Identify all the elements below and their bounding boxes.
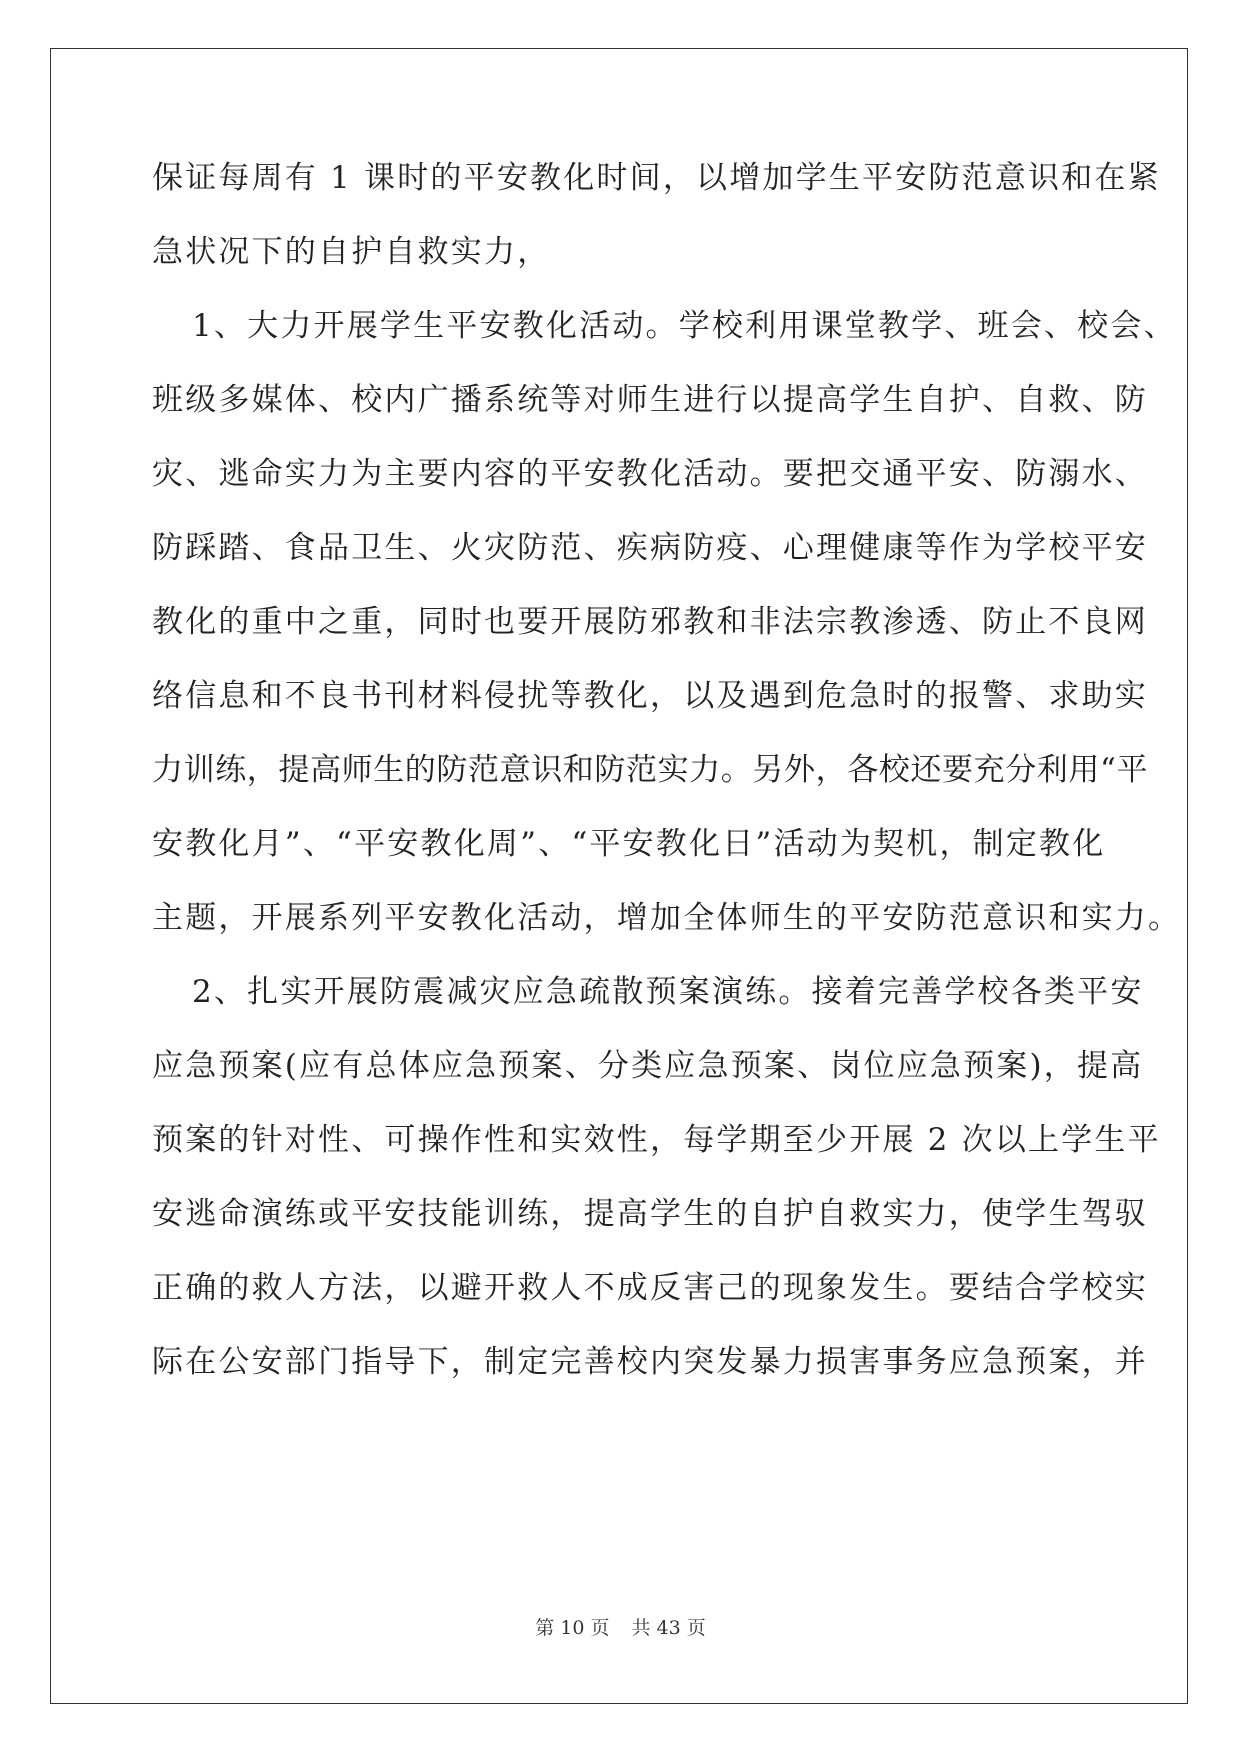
text-line-5: 灾、逃命实力为主要内容的平安教化活动。要把交通平安、防溺水、 (152, 456, 1148, 492)
page-footer (0, 1613, 1241, 1640)
page-number-current: 第 10 页 (535, 1617, 610, 1639)
text-line-17: 际在公安部门指导下，制定完善校内突发暴力损害事务应急预案，并 (152, 1344, 1148, 1380)
paragraph-2-start: 2、扎实开展防震减灾应急疏散预案演练。接着完善学校各类平安 (192, 974, 1144, 1010)
text-line-14: 预案的针对性、可操作性和实效性，每学期至少开展 2 次以上学生平 (152, 1122, 1161, 1158)
text-line-8: 络信息和不良书刊材料侵扰等教化，以及遇到危急时的报警、求助实 (152, 678, 1148, 714)
text-line-1: 保证每周有 1 课时的平安教化时间，以增加学生平安防范意识和在紧 (152, 160, 1161, 196)
text-line-2: 急状况下的自护自救实力， (152, 234, 551, 270)
text-line-7: 教化的重中之重，同时也要开展防邪教和非法宗教渗透、防止不良网 (152, 604, 1148, 640)
paragraph-1-start: 1、大力开展学生平安教化活动。学校利用课堂教学、班会、校会、 (192, 308, 1177, 344)
page-border (50, 48, 1188, 1704)
text-line-15: 安逃命演练或平安技能训练，提高学生的自护自救实力，使学生驾驭 (152, 1196, 1148, 1232)
text-line-6: 防踩踏、食品卫生、火灾防范、疾病防疫、心理健康等作为学校平安 (152, 530, 1148, 566)
text-line-13: 应急预案(应有总体应急预案、分类应急预案、岗位应急预案)，提高 (152, 1048, 1144, 1084)
page-number-total: 共 43 页 (631, 1617, 706, 1639)
text-line-9: 力训练，提高师生的防范意识和防范实力。另外，各校还要充分利用“平 (152, 752, 1149, 788)
text-line-4: 班级多媒体、校内广播系统等对师生进行以提高学生自护、自救、防 (152, 382, 1148, 418)
text-line-10: 安教化月”、“平安教化周”、“平安教化日”活动为契机，制定教化 (152, 826, 1106, 862)
text-line-11: 主题，开展系列平安教化活动，增加全体师生的平安防范意识和实力。 (152, 900, 1182, 936)
text-line-16: 正确的救人方法，以避开救人不成反害己的现象发生。要结合学校实 (152, 1270, 1148, 1306)
